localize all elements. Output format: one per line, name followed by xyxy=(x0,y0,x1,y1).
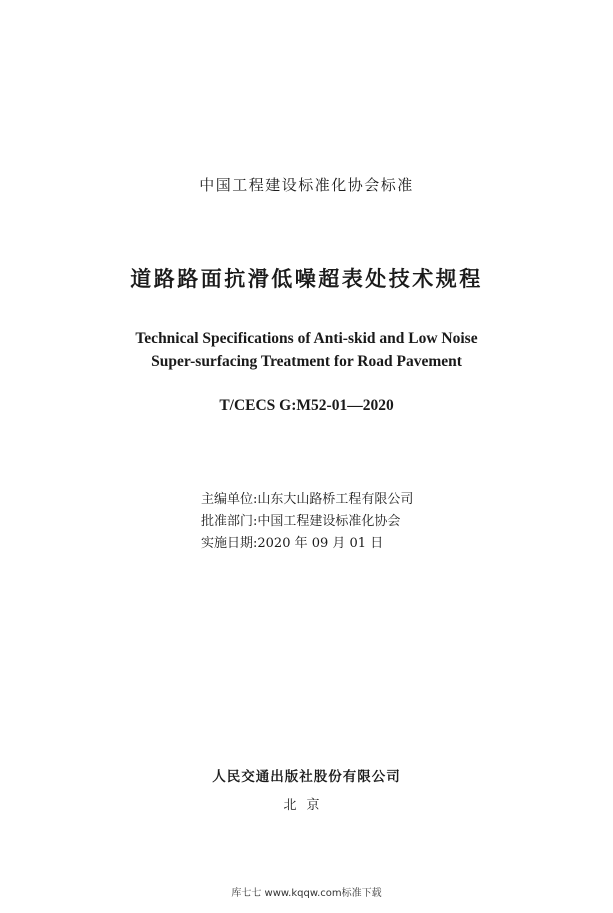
association-standard-label: 中国工程建设标准化协会标准 xyxy=(199,176,414,194)
approval-department: 批准部门:中国工程建设标准化协会 xyxy=(201,514,401,529)
editor-unit: 主编单位:山东大山路桥工程有限公司 xyxy=(201,492,414,507)
publisher-name: 人民交通出版社股份有限公司 xyxy=(212,769,401,785)
title-english-line-1: Technical Specifications of Anti-skid and Low Noise xyxy=(135,330,478,347)
publisher-city: 北京 xyxy=(283,798,330,813)
title-chinese: 道路路面抗滑低噪超表处技术规程 xyxy=(130,267,483,291)
effective-date: 实施日期:2020 年 09 月 01 日 xyxy=(201,536,384,551)
standard-code: T/CECS G:M52-01—2020 xyxy=(219,397,394,414)
watermark-text: 库七七 www.kqqw.com标准下载 xyxy=(231,888,382,899)
title-english-line-2: Super-surfacing Treatment for Road Pavement xyxy=(151,353,462,370)
